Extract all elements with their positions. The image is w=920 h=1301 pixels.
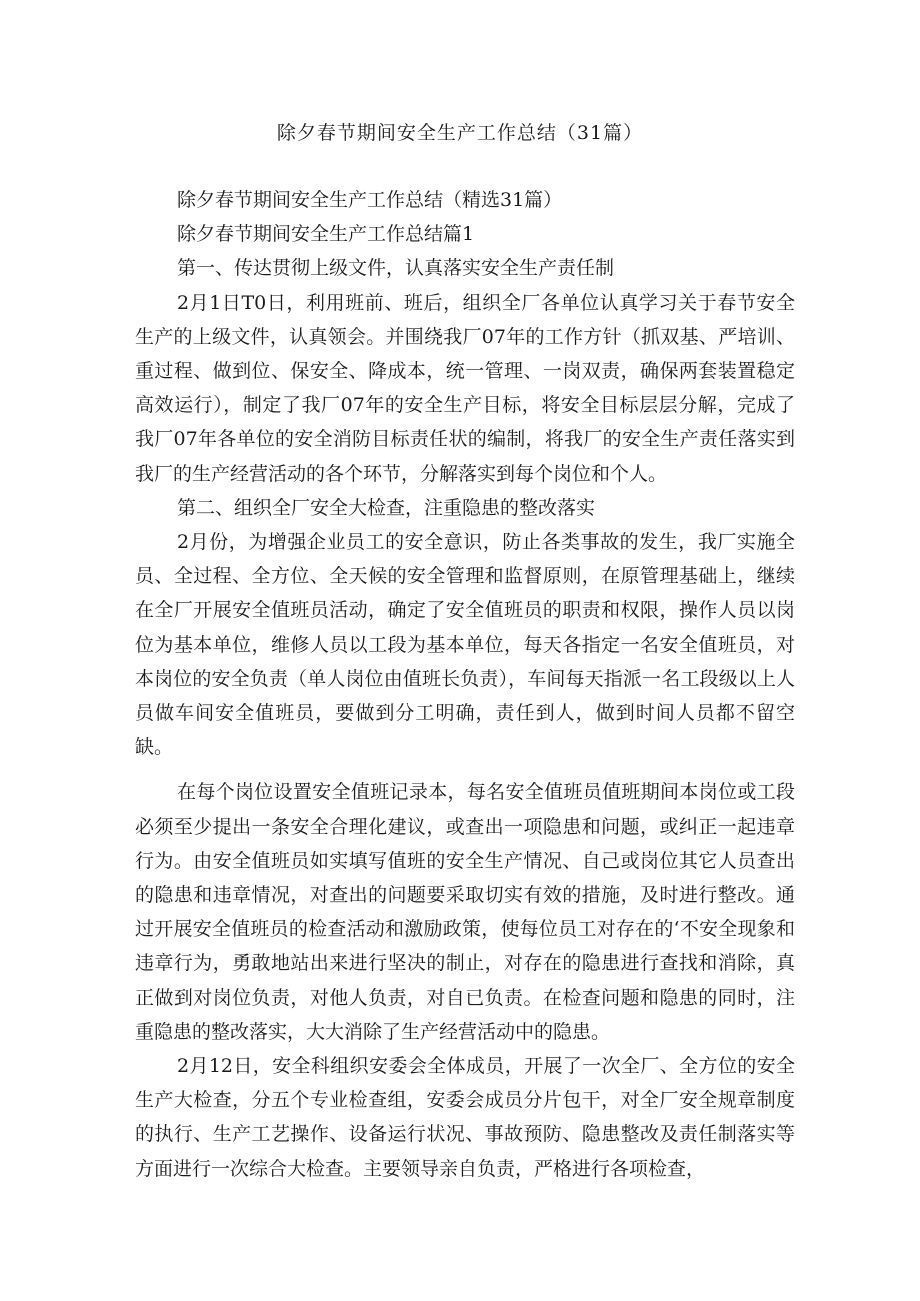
body-paragraph: 2月1日T0日，利用班前、班后，组织全厂各单位认真学习关于春节安全生产的上级文件，认真领会。并围绕我厂07年的工作方针（抓双基、严培训、重过程、做到位、保安全、降成本，统一管理、一岗双责，确保两套装置稳定高效运行），制定了我厂07年的安全生产目标，将安全目标层层分解，完成了我厂07年各单位的安全消防目标责任状的编制，将我厂的安全生产责任落实到我厂的生产经营活动的各个环节，分解落实到每个岗位和个人。 <box>135 291 795 485</box>
section-title: 除夕春节期间安全生产工作总结篇1 <box>177 223 475 246</box>
body-paragraph: 在每个岗位设置安全值班记录本，每名安全值班员值班期间本岗位或工段必须至少提出一条安全合理化建议，或查出一项隐患和问题，或纠正一起违章行为。由安全值班员如实填写值班的安全生产情况、自己或岗位其它人员查出的隐患和违章情况，对查出的问题要采取切实有效的措施，及时进行整改。通过开展安全值班员的检查活动和激励政策，使每位员工对存在的‘不安全现象和违章行为，勇敢地站出来进行坚决的制止，对存在的隐患进行查找和消除，真正做到对岗位负责，对他人负责，对自已负责。在检查问题和隐患的同时，注重隐患的整改落实，大大消除了生产经营活动中的隐患。 <box>135 781 795 1043</box>
subtitle-line: 除夕春节期间安全生产工作总结（精选31篇） <box>177 189 563 211</box>
section-heading-1: 第一、传达贯彻上级文件，认真落实安全生产责任制 <box>177 257 615 280</box>
section-heading-2: 第二、组织全厂安全大检查，注重隐患的整改落实 <box>177 496 596 519</box>
body-paragraph: 2月12日，安全科组织安委会全体成员，开展了一次全厂、全方位的安全生产大检查，分五个专业检查组，安委会成员分片包干，对全厂安全规章制度的执行、生产工艺操作、设备运行状况、事故预防、隐患整改及责任制落实等方面进行一次综合大检查。主要领导亲自负责，严格进行各项检查， <box>135 1055 795 1180</box>
document-title: 除夕春节期间安全生产工作总结（31篇） <box>276 122 644 144</box>
body-paragraph: 2月份，为增强企业员工的安全意识，防止各类事故的发生，我厂实施全员、全过程、全方位、全天候的安全管理和监督原则，在原管理基础上，继续在全厂开展安全值班员活动，确定了安全值班员的职责和权限，操作人员以岗位为基本单位，维修人员以工段为基本单位，每天各指定一名安全值班员，对本岗位的安全负责（单人岗位由值班长负责），车间每天指派一名工段级以上人员做车间安全值班员，要做到分工明确，责任到人，做到时间人员都不留空缺。 <box>135 531 795 759</box>
document-body <box>135 183 795 1186</box>
